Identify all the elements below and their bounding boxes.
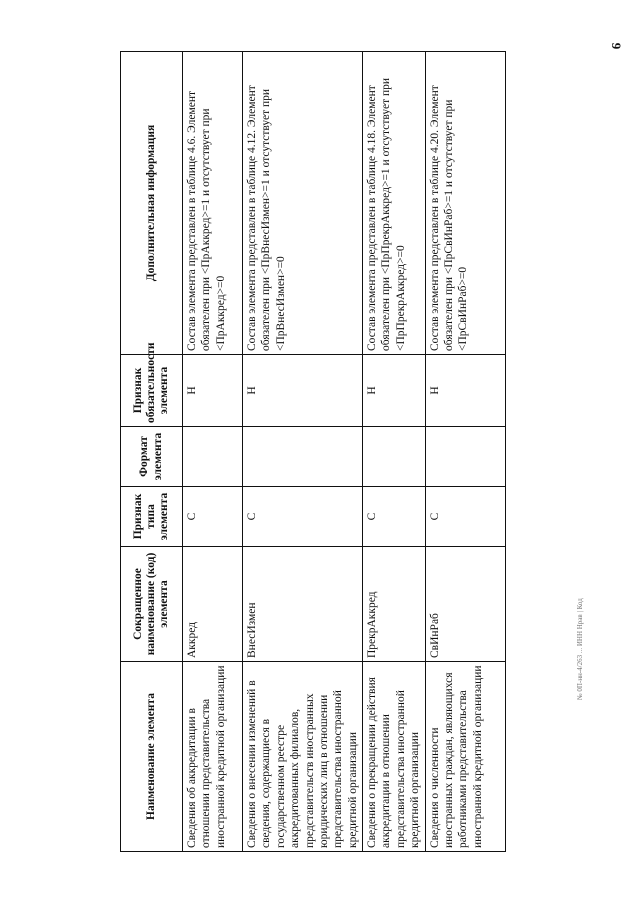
cell-name: Сведения об аккредитации в отношении представительства иностранной кредитной организации [183,662,243,852]
cell-format [425,427,505,487]
cell-format [363,427,426,487]
cell-info: Состав элемента представлен в таблице 4.18. Элемент обязателен при <ПрПрекрАккред>=1 и отсутствует при <ПрПрекрАккред>=0 [363,52,426,355]
table-row [363,52,426,852]
cell-code: СвИнРаб [425,547,505,662]
header-required: Признак обязательности элемента [121,355,183,427]
header-info: Дополнительная информация [121,52,183,355]
cell-format [183,427,243,487]
cell-required: Н [363,355,426,427]
margin-note: № 0П-нн-4/263 ... ИНН Нрав | Код [576,598,584,700]
table-row [183,52,243,852]
cell-required: Н [425,355,505,427]
table-row [243,52,363,852]
header-code: Сокращенное наименование (код) элемента [121,547,183,662]
cell-code: ПрекрАккред [363,547,426,662]
cell-code: ВнесИзмен [243,547,363,662]
header-type: Признак типа элемента [121,487,183,547]
cell-code: Аккред [183,547,243,662]
cell-name: Сведения о численности иностранных граждан, являющихся работниками представительства иностранной кредитной организации [425,662,505,852]
table-container [120,52,484,852]
cell-type: С [425,487,505,547]
cell-name: Сведения о внесении изменений в сведения, содержащиеся в государственном реестре аккредитованных филиалов, представительств иностранных юридических лиц в отношении представительства иностранной кредитной организации [243,662,363,852]
header-format: Формат элемента [121,427,183,487]
cell-info: Состав элемента представлен в таблице 4.20. Элемент обязателен при <ПрСвИнРаб>=1 и отсутствует при <ПрСвИнРаб>=0 [425,52,505,355]
header-name: Наименование элемента [121,662,183,852]
cell-format [243,427,363,487]
cell-type: С [363,487,426,547]
cell-info: Состав элемента представлен в таблице 4.12. Элемент обязателен при <ПрВнесИзмен>=1 и отсутствует при <ПрВнесИзмен>=0 [243,52,363,355]
cell-name: Сведения о прекращении действия аккредитации в отношении представительства иностранной кредитной организации [363,662,426,852]
element-table [120,51,506,852]
table-row [425,52,505,852]
cell-type: С [183,487,243,547]
cell-required: Н [183,355,243,427]
cell-type: С [243,487,363,547]
cell-required: Н [243,355,363,427]
page-number: 9 [609,42,624,50]
cell-info: Состав элемента представлен в таблице 4.6. Элемент обязателен при <ПрАккред>=1 и отсутствует при <ПрАккред>=0 [183,52,243,355]
